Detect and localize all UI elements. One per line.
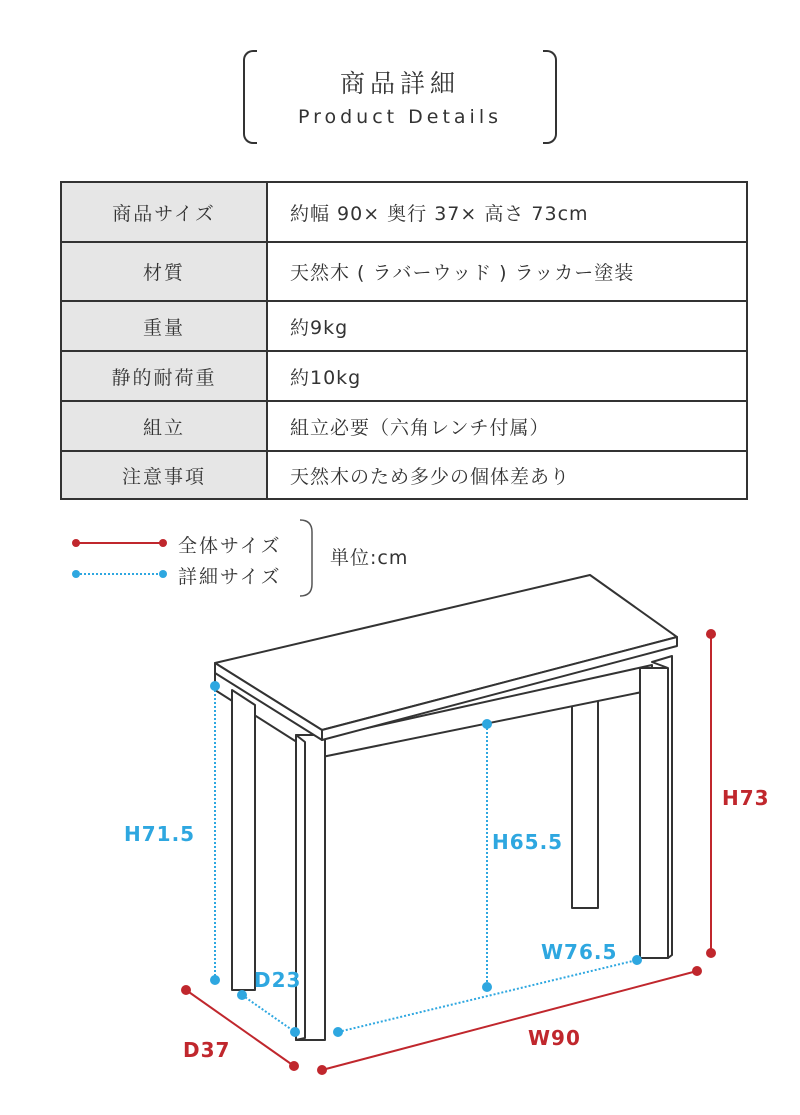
height-apron-label: H65.5	[492, 830, 564, 854]
height-apron-end	[483, 983, 491, 991]
width-total-end	[693, 967, 701, 975]
height-leg-end	[211, 682, 219, 690]
spec-value: 約10kg	[267, 351, 747, 401]
legend-brace	[300, 520, 312, 596]
legend-overall-line	[72, 539, 167, 547]
legend-detail-label: 詳細サイズ	[178, 566, 282, 588]
width-total-line	[322, 971, 697, 1070]
width-inner-label: W76.5	[541, 940, 618, 964]
front-right-leg	[640, 668, 668, 958]
spec-label: 静的耐荷重	[61, 351, 267, 401]
spec-value: 約幅 90× 奥行 37× 高さ 73cm	[267, 182, 747, 242]
height-leg-label: H71.5	[124, 822, 196, 846]
legend-overall-label: 全体サイズ	[178, 535, 282, 557]
depth-inner-line	[242, 995, 295, 1032]
spec-label: 商品サイズ	[61, 182, 267, 242]
spec-value: 組立必要（六角レンチ付属）	[267, 401, 747, 451]
depth-inner-end	[291, 1028, 299, 1036]
width-total-label: W90	[528, 1026, 581, 1050]
height-leg-end	[211, 976, 219, 984]
height-apron-end	[483, 720, 491, 728]
unit-label: 単位:cm	[330, 547, 409, 569]
spec-label: 重量	[61, 301, 267, 351]
height-total-label: H73	[722, 786, 770, 810]
depth-total-end	[182, 986, 190, 994]
width-inner-end	[633, 956, 641, 964]
back-right-leg	[572, 690, 598, 908]
depth-total-label: D37	[183, 1038, 231, 1062]
depth-total-end	[290, 1062, 298, 1070]
height-total-end	[707, 630, 715, 638]
width-inner-end	[334, 1028, 342, 1036]
height-total-end	[707, 949, 715, 957]
section-title-jp: 商品詳細	[339, 69, 460, 98]
front-left-leg-side	[296, 735, 305, 1040]
width-total-end	[318, 1066, 326, 1074]
spec-label: 注意事項	[61, 451, 267, 499]
spec-label: 材質	[61, 242, 267, 301]
depth-inner-end	[238, 991, 246, 999]
depth-inner-label: D23	[254, 968, 302, 992]
section-title-en: Product Details	[297, 106, 503, 128]
spec-label: 組立	[61, 401, 267, 451]
back-left-leg	[232, 690, 255, 990]
width-inner-line	[338, 960, 637, 1032]
legend-detail-line	[72, 570, 167, 578]
spec-value: 約9kg	[267, 301, 747, 351]
spec-value: 天然木のため多少の個体差あり	[267, 451, 747, 499]
spec-value: 天然木 ( ラバーウッド ) ラッカー塗装	[267, 242, 747, 301]
